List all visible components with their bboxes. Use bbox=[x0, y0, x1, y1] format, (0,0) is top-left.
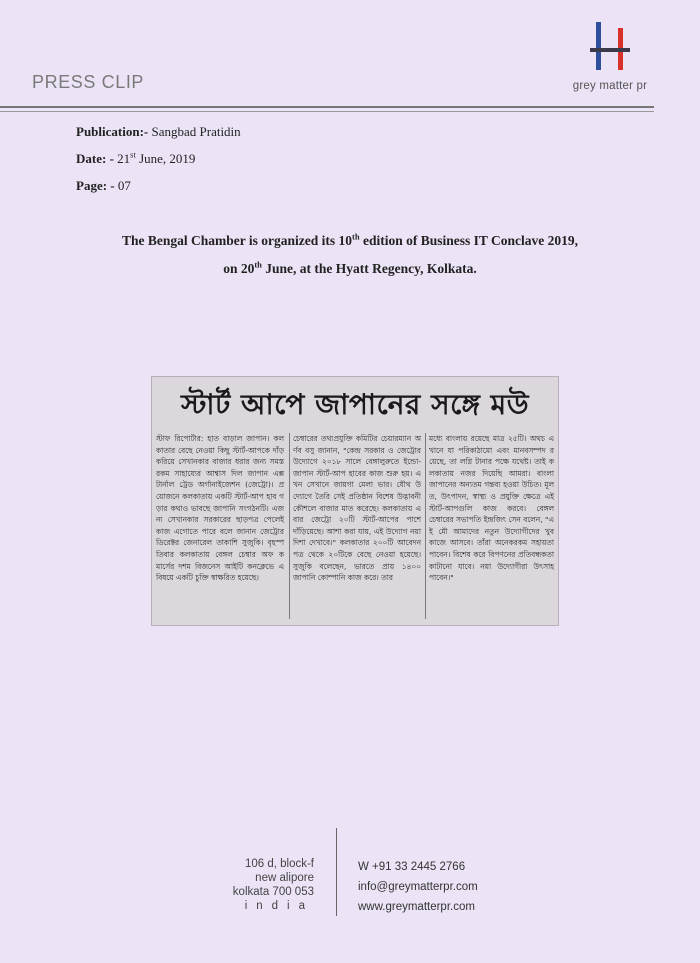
clipping-column-1: স্টাফ রিপোর্টার: হাত বাড়াল জাপান। কলকাতার বেছে নেওয়া কিছু স্টার্ট-আপকে দাঁড় করিয়ে সেখানকার বাজার ধরার জন্য সমস্ত রকম সাহায্যের আশ্বাস দিল জাপান এক্সটার্নাল ট্রেড অর্গানাইজেশন (জেট্রো)। প্রয়োজনে কলকাতায় একটি স্টার্ট-আপ হাব গড়ার কথাও ভাবছে জাপানি সংগঠনটি। এজন্য সেখানকার সরকারের ছাড়পত্র পেলেই কাজ এগোতে পারে বলে জানান জেট্রোর ডিরেক্টর জেনারেল তাকাশি সুজুকি। বৃহস্পতিবার কলকাতায় বেঙ্গল চেম্বার অফ কমার্সের দশম বিজনেস আইটি কনক্লেভে এ বিষয়ে একটি চুক্তি স্বাক্ষরিত হয়েছে। bbox=[156, 434, 284, 583]
footer-address bbox=[190, 857, 314, 913]
headline-1b: edition of Business IT Conclave 2019, bbox=[362, 233, 578, 248]
brand-name: grey matter pr bbox=[572, 80, 648, 92]
address-line-2: new alipore bbox=[255, 872, 314, 884]
date-day: 21 bbox=[117, 151, 131, 166]
clipping-column-2: চেম্বারের তথ্যপ্রযুক্তি কমিটির চেয়ারম্যান অর্ণব বসু জানান, "কেন্দ্র সরকার ও জেট্রোর উদ্যোগে ২০১৮ সালে বেঙ্গালুরুতে ইন্ডো-জাপান স্টার্ট-আপ হাবের কাজ শুরু হয়। এখন সেখানে জায়গা মেলা ভার। যৌথ উদ্যোগে তৈরি সেই প্রতিষ্ঠান বিশেষ উদ্ভাবনী কৌশলে বাজার মাত করেছে। কলকাতায় এবার জেট্রো ২০টি স্টার্ট-আপের পাশে দাঁড়িয়েছে। আশা করা যায়, এই উদ্যোগ নয়া দিশা দেখাবে।" কলকাতার ২০০টি আবেদন পত্র থেকে ২০টিকে বেছে নেওয়া হয়েছে। সুজুকি বলেছেন, ভারতে প্রায় ১৪০০ জাপানি কোম্পানি কাজ করে। তার bbox=[293, 434, 421, 583]
footer-email[interactable]: info@greymatterpr.com bbox=[358, 881, 478, 893]
footer-contact bbox=[358, 857, 478, 917]
grey-matter-logo-icon bbox=[588, 20, 632, 76]
date-rest: June, 2019 bbox=[139, 151, 196, 166]
headline-2b: June, at the Hyatt Regency, Kolkata. bbox=[265, 261, 477, 276]
page-line bbox=[76, 178, 131, 194]
headline-2-sup: th bbox=[254, 259, 262, 270]
publication-label: Publication:- bbox=[76, 124, 149, 139]
clipping-column-3: মধ্যে বাংলায় রয়েছে মাত্র ২৫টি। অথচ এখানে যা পরিকাঠামো এবং মানবসম্পদ রয়েছে, তা লগ্নি টানার পক্ষে যথেষ্ট। তাই কলকাতায় নজর দিয়েছি আমরা। বাংলা জাপানের অন্যতম গন্তব্য হওয়া উচিত। মূলত, উৎপাদন, স্বাস্থ্য ও প্রযুক্তি ক্ষেত্রে এই স্টার্ট-আপগুলি কাজ করবে। বেঙ্গল চেম্বারের সভাপতি ইন্দ্রজিৎ সেন বলেন, "এই মৌ আমাদের নতুন উদ্যোগীদের খুব কাজে আসবে। তাঁরা অনেকরকম সহায়তা পাবেন। বিশেষ করে বিপণনের প্রতিবন্ধকতা কাটানো যাবে। নয়া উদ্যোগীরা উৎসাহ পাবেন।" bbox=[429, 434, 554, 583]
brand-logo bbox=[560, 14, 660, 104]
headline-2a: on 20 bbox=[223, 261, 255, 276]
column-divider bbox=[289, 433, 290, 619]
publication-value: Sangbad Pratidin bbox=[151, 124, 241, 139]
date-suffix: st bbox=[130, 149, 136, 160]
clipping-title: স্টার্ট আপে জাপানের সঙ্গে মউ bbox=[180, 388, 530, 421]
footer-phone: W +91 33 2445 2766 bbox=[358, 861, 466, 873]
date-line bbox=[76, 151, 195, 167]
section-label: PRESS CLIP bbox=[32, 72, 145, 92]
newspaper-clipping bbox=[151, 376, 559, 626]
header-rule-thin bbox=[0, 111, 654, 112]
page-label: Page: - bbox=[76, 178, 115, 193]
headline-1-sup: th bbox=[352, 231, 360, 242]
address-line-3: kolkata 700 053 bbox=[232, 886, 314, 898]
headline-line-2 bbox=[60, 259, 640, 276]
footer-website[interactable]: www.greymatterpr.com bbox=[358, 901, 475, 913]
headline-line-1 bbox=[60, 231, 640, 248]
footer-divider bbox=[336, 828, 337, 916]
column-divider bbox=[425, 433, 426, 619]
header-rule bbox=[0, 106, 654, 108]
address-line-4: india bbox=[244, 900, 314, 912]
publication-line bbox=[76, 124, 241, 140]
page-value: 07 bbox=[117, 178, 131, 193]
headline-1a: The Bengal Chamber is organized its 10 bbox=[122, 233, 353, 248]
address-line-1: 106 d, block-f bbox=[244, 858, 314, 870]
date-label: Date: - bbox=[76, 151, 114, 166]
